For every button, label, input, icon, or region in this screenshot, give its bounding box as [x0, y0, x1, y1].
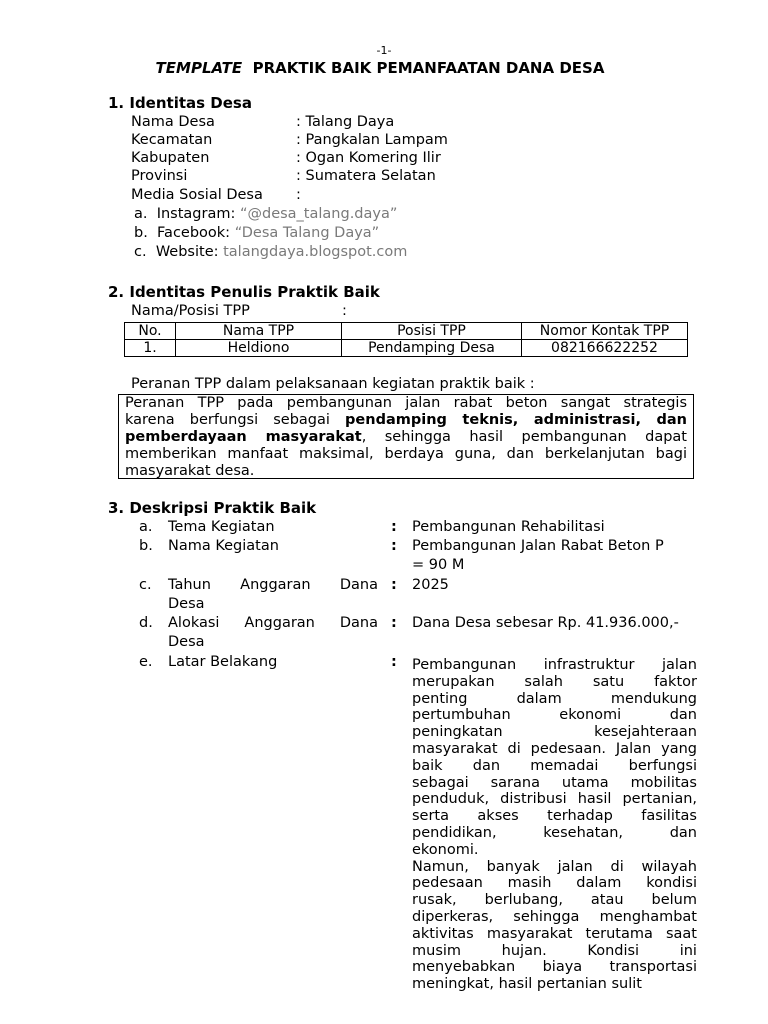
- latar-line: [412, 892, 697, 909]
- latar-line: [412, 943, 697, 960]
- latar-line: [412, 758, 697, 775]
- latar-line: [412, 825, 697, 842]
- section-2-heading: 2. Identitas Penulis Praktik Baik: [108, 283, 380, 301]
- peranan-line: memberikan manfaat maksimal, berdaya guna, dan berkelanjutan bagi: [125, 446, 687, 462]
- label-word: Tahun: [168, 577, 211, 593]
- latar-word: menyebabkan: [412, 959, 516, 976]
- section-1-heading: 1. Identitas Desa: [108, 94, 252, 112]
- field-label-nama-desa: Nama Desa: [131, 114, 215, 130]
- latar-word: penting: [412, 690, 468, 707]
- field-label-kabupaten: Kabupaten: [131, 150, 210, 166]
- item-letter-b: b.: [139, 538, 153, 554]
- peranan-line: [125, 429, 687, 446]
- social-website: [134, 244, 407, 260]
- latar-word: saat: [665, 925, 697, 942]
- peranan-text: karena berfungsi sebagai: [125, 412, 346, 428]
- item-value-nama-kegiatan-2: = 90 M: [412, 557, 465, 573]
- latar-word: aktivitas: [412, 925, 474, 942]
- latar-word: dan: [472, 757, 501, 774]
- latar-word: pendidikan,: [412, 824, 497, 841]
- latar-word: menghambat: [599, 908, 697, 925]
- latar-word: peningkatan: [412, 724, 503, 741]
- latar-line: [412, 808, 697, 825]
- latar-word: ini: [679, 942, 697, 959]
- social-label: Instagram:: [156, 206, 236, 222]
- latar-line: [412, 724, 697, 741]
- social-facebook: [134, 225, 379, 241]
- peranan-label: Peranan TPP dalam pelaksanaan kegiatan praktik baik :: [131, 376, 535, 392]
- latar-word: transportasi: [609, 959, 697, 976]
- latar-word: masyarakat: [412, 740, 498, 757]
- peranan-bold-2: pemberdayaan masyarakat: [125, 429, 362, 445]
- latar-word: masyarakat: [486, 925, 573, 942]
- latar-word: mobilitas: [630, 774, 697, 791]
- label-word: Anggaran: [244, 615, 315, 631]
- latar-word: pedesaan: [412, 875, 483, 892]
- latar-line: [412, 875, 697, 892]
- latar-word: infrastruktur: [543, 657, 635, 673]
- latar-word: sebagai: [412, 774, 469, 791]
- item-colon: :: [391, 577, 397, 593]
- header-nomor-kontak: Nomor Kontak TPP: [522, 323, 688, 340]
- latar-word: dalam: [576, 875, 622, 892]
- latar-word: di: [610, 858, 624, 875]
- latar-word: berfungsi: [628, 757, 697, 774]
- label-word: Anggaran: [240, 577, 311, 593]
- label-word: Alokasi: [168, 615, 220, 631]
- latar-word: atau: [590, 892, 624, 909]
- peranan-line: Peranan TPP pada pembangunan jalan rabat beton sangat strategis: [125, 395, 687, 411]
- label-word: Dana: [339, 615, 378, 631]
- item-colon: :: [391, 615, 397, 631]
- social-prefix: b.: [134, 225, 148, 241]
- item-label-tahun: [168, 577, 378, 593]
- latar-line: [412, 707, 697, 724]
- latar-word: akses: [477, 808, 519, 825]
- document-title: [0, 59, 760, 77]
- field-value-kecamatan: : Pangkalan Lampam: [296, 132, 448, 148]
- peranan-text: , sehingga hasil pembangunan dapat: [361, 429, 687, 445]
- latar-word: utama: [561, 774, 609, 791]
- table-row: [125, 340, 688, 357]
- item-letter-a: a.: [139, 519, 153, 535]
- latar-word: jalan: [557, 858, 593, 875]
- item-label-latar: Latar Belakang: [168, 654, 278, 670]
- value-line: Pembangunan Jalan Rabat Beton P: [412, 538, 664, 554]
- latar-word: serta: [412, 808, 450, 825]
- latar-word: distribusi: [500, 791, 567, 808]
- latar-word: hasil: [577, 791, 612, 808]
- latar-word: hujan.: [501, 942, 547, 959]
- latar-word: mendukung: [610, 690, 697, 707]
- instagram-handle: “@desa_talang.daya”: [239, 206, 398, 222]
- latar-word: kesejahteraan: [594, 724, 697, 741]
- cell-kontak: 082166622252: [522, 340, 688, 357]
- peranan-box: [118, 394, 694, 479]
- latar-word: banyak: [486, 858, 540, 875]
- latar-word: faktor: [654, 673, 697, 690]
- latar-line: [412, 775, 697, 792]
- latar-line: [412, 657, 697, 674]
- social-prefix: a.: [134, 206, 148, 222]
- item-letter-c: c.: [139, 577, 152, 593]
- field-label-provinsi: Provinsi: [131, 168, 188, 184]
- latar-word: Jalan: [615, 740, 652, 757]
- latar-word: dan: [669, 824, 697, 841]
- latar-word: pertumbuhan: [412, 707, 511, 724]
- field-value-nama-desa: : Talang Daya: [296, 114, 395, 130]
- table-header-row: [125, 323, 688, 340]
- latar-word: Pembangunan: [412, 657, 517, 673]
- latar-word: baik: [412, 757, 443, 774]
- latar-word: jalan: [661, 657, 697, 673]
- field-label-kecamatan: Kecamatan: [131, 132, 213, 148]
- field-label-media-sosial: Media Sosial Desa: [131, 187, 263, 203]
- item-colon: :: [391, 538, 397, 554]
- header-no: No.: [125, 323, 176, 340]
- title-italic: TEMPLATE: [155, 59, 243, 77]
- latar-line: [412, 741, 697, 758]
- item-label-nama-kegiatan: Nama Kegiatan: [168, 538, 279, 554]
- peranan-line: masyarakat desa.: [125, 463, 255, 479]
- latar-word: fasilitas: [641, 808, 697, 825]
- latar-line: [412, 859, 697, 876]
- cell-nama: Heldiono: [176, 340, 342, 357]
- latar-word: terutama: [585, 925, 653, 942]
- latar-word: masih: [507, 875, 552, 892]
- item-value-alokasi: Dana Desa sebesar Rp. 41.936.000,-: [412, 615, 679, 631]
- latar-word: dan: [669, 707, 697, 724]
- item-value-tahun: 2025: [412, 577, 449, 593]
- item-value-tema: Pembangunan Rehabilitasi: [412, 519, 605, 535]
- latar-word: wilayah: [641, 858, 697, 875]
- page-number: -1-: [376, 44, 392, 57]
- latar-word: sehingga: [513, 908, 580, 925]
- latar-word: Namun,: [412, 858, 469, 875]
- peranan-bold-1: pendamping teknis, administrasi, dan: [345, 412, 687, 428]
- latar-line: ekonomi.: [412, 841, 479, 858]
- item-colon: :: [391, 654, 397, 670]
- item-label-tahun-2: Desa: [168, 596, 205, 612]
- latar-word: di: [507, 740, 521, 757]
- nama-posisi-colon: :: [342, 303, 347, 319]
- item-value-nama-kegiatan: [412, 538, 697, 554]
- social-prefix: c.: [134, 244, 147, 260]
- item-colon: :: [391, 519, 397, 535]
- latar-line: [412, 926, 697, 943]
- latar-belakang-text: [412, 657, 697, 993]
- nama-posisi-label: Nama/Posisi TPP: [131, 303, 250, 319]
- latar-word: pedesaan.: [530, 740, 607, 757]
- latar-word: satu: [592, 673, 625, 690]
- label-word: Dana: [339, 577, 378, 593]
- latar-word: salah: [524, 673, 563, 690]
- latar-word: ekonomi: [559, 707, 622, 724]
- latar-word: merupakan: [412, 673, 495, 690]
- latar-line: meningkat, hasil pertanian sulit: [412, 976, 642, 993]
- latar-word: musim: [412, 942, 462, 959]
- latar-word: biaya: [542, 959, 583, 976]
- title-text: PRAKTIK BAIK PEMANFAATAN DANA DESA: [252, 59, 605, 77]
- latar-word: yang: [661, 740, 697, 757]
- latar-line: [412, 959, 697, 976]
- cell-posisi: Pendamping Desa: [342, 340, 522, 357]
- latar-word: diperkeras,: [412, 908, 494, 925]
- field-value-kabupaten: : Ogan Komering Ilir: [296, 150, 441, 166]
- latar-word: sarana: [490, 774, 540, 791]
- item-label-alokasi-2: Desa: [168, 634, 205, 650]
- cell-no: 1.: [125, 340, 176, 357]
- section-3-heading: 3. Deskripsi Praktik Baik: [108, 499, 317, 517]
- latar-word: penduduk,: [412, 791, 490, 808]
- item-letter-e: e.: [139, 654, 153, 670]
- latar-word: Kondisi: [587, 942, 640, 959]
- field-value-media-sosial: :: [296, 187, 301, 203]
- item-label-tema: Tema Kegiatan: [168, 519, 275, 535]
- peranan-line: [125, 412, 687, 429]
- latar-line: [412, 691, 697, 708]
- latar-line: [412, 674, 697, 691]
- latar-line: [412, 791, 697, 808]
- social-instagram: [134, 206, 397, 222]
- latar-word: rusak,: [412, 892, 457, 909]
- item-label-alokasi: [168, 615, 378, 631]
- field-value-provinsi: : Sumatera Selatan: [296, 168, 436, 184]
- latar-word: kesehatan,: [543, 824, 624, 841]
- latar-word: memadai: [530, 757, 599, 774]
- facebook-name: “Desa Talang Daya”: [234, 225, 380, 241]
- tpp-table: [124, 322, 688, 357]
- latar-word: belum: [651, 892, 697, 909]
- social-label: Website:: [155, 244, 219, 260]
- latar-word: pertanian,: [622, 791, 697, 808]
- latar-word: terhadap: [547, 808, 613, 825]
- header-posisi-tpp: Posisi TPP: [342, 323, 522, 340]
- website-link[interactable]: talangdaya.blogspot.com: [223, 244, 408, 260]
- latar-word: berlubang,: [484, 892, 563, 909]
- latar-word: kondisi: [646, 875, 697, 892]
- social-label: Facebook:: [157, 225, 231, 241]
- header-nama-tpp: Nama TPP: [176, 323, 342, 340]
- latar-line: [412, 909, 697, 926]
- latar-word: dalam: [516, 690, 562, 707]
- item-letter-d: d.: [139, 615, 153, 631]
